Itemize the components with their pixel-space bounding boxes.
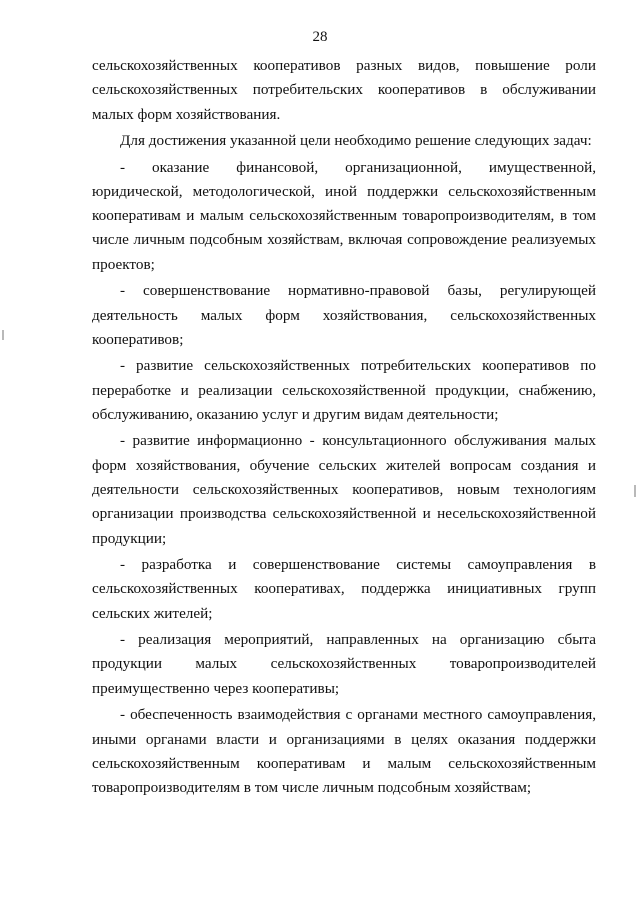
scan-edge-mark-right	[634, 485, 636, 497]
paragraph-task-self-government: - разработка и совершенствование системы самоуправления в сельскохозяйственных кооперативах, поддержка инициативных групп сельских жителей;	[92, 556, 596, 622]
document-body	[92, 54, 596, 803]
paragraph-task-cooperation: - обеспеченность взаимодействия с органами местного самоуправления, иными органами власти и организациями в целях оказания поддержки сельскохозяйственным кооперативам и малым сельскохозяйственным товаропроизводителям в том числе личным подсобным хозяйствам;	[92, 706, 596, 797]
paragraph-task-consumer-cooperatives: - развитие сельскохозяйственных потребительских кооперативов по переработке и реализации сельскохозяйственной продукции, снабжению, обслуживанию, оказанию услуг и другим видам деятельности;	[92, 357, 596, 423]
paragraph-task-support: - оказание финансовой, организационной, имущественной, юридической, методологической, иной поддержки сельскохозяйственным кооперативам и малым сельскохозяйственным товаропроизводителям, в том числе личным подсобным хозяйствам, включая сопровождение реализуемых проектов;	[92, 158, 596, 273]
page-number: 28	[312, 29, 328, 45]
paragraph-goal-continuation: сельскохозяйственных кооперативов разных видов, повышение роли сельскохозяйственных потребительских кооперативов в обслуживании малых форм хозяйствования.	[92, 57, 596, 123]
paragraph-tasks-intro: Для достижения указанной цели необходимо решение следующих задач:	[120, 132, 592, 150]
scan-edge-mark-left	[2, 330, 4, 340]
paragraph-task-consulting: - развитие информационно - консультационного обслуживания малых форм хозяйствования, обучение сельских жителей вопросам создания и деятельности сельскохозяйственных кооперативов, новым технологиям организации производства сельскохозяйственной и несельскохозяйственной продукции;	[92, 432, 596, 547]
paragraph-task-legal-base: - совершенствование нормативно-правовой базы, регулирующей деятельность малых форм хозяйствования, сельскохозяйственных кооперативов;	[92, 282, 596, 348]
paragraph-task-sales: - реализация мероприятий, направленных на организацию сбыта продукции малых сельскохозяйственных товаропроизводителей преимущественно через кооперативы;	[92, 631, 596, 697]
